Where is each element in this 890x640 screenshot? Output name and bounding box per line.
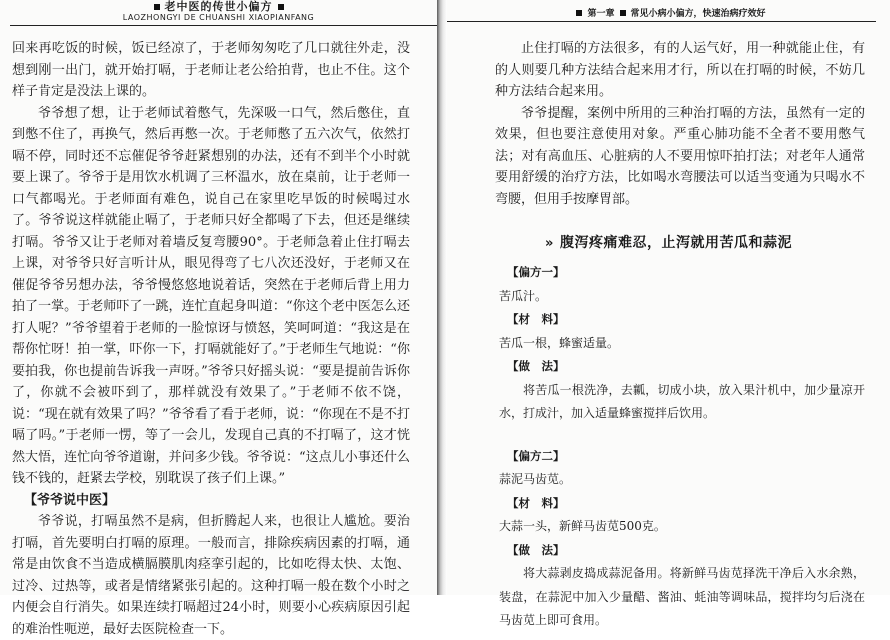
book-gutter <box>437 0 447 595</box>
method-label: 【做 法】 <box>507 542 565 557</box>
recipe-label: 【偏方一】 <box>507 265 565 279</box>
recipe-name: 蒜泥马齿苋。 <box>499 472 572 486</box>
spacer <box>499 426 865 445</box>
chapter-title: 常见小病小偏方，快速治病疗效好 <box>630 9 766 19</box>
square-bullet-icon <box>154 4 160 10</box>
method-text: 将大蒜剥皮捣成蒜泥备用。将新鲜马齿苋择洗干净后入水余熟，装盘，在蒜泥中加入少量醋、酱油、蚝油等调味品，搅拌均匀后浇在马齿苋上即可食用。 <box>499 566 865 627</box>
paragraph: 爷爷说，打嗝虽然不是病，但折腾起人来，也很让人尴尬。要治打嗝，首先要明白打嗝的原理。一般而言，排除疾病因素的打嗝，通常是由饮食不当造成横膈膜肌肉痉挛引起的，比如吃得太快、太饱、过冷、过热等，或者是情绪紧张引起的。这种打嗝一般在数个小时之内便会自行消失。如果连续打嗝超过24小时，则要小心疾病原因引起的难治性呃逆，最好去医院检查一下。 <box>12 514 410 637</box>
square-bullet-icon <box>576 10 582 16</box>
right-body-text <box>495 38 865 210</box>
header-divider <box>447 21 876 22</box>
square-bullet-icon <box>278 4 284 10</box>
paragraph: 爷爷提醒，案例中所用的三种治打嗝的方法，虽然有一定的效果，但也要注意使用对象。严重心肺功能不全者不要用憋气法；对有高血压、心脏病的人不要用惊吓拍打法；对老年人通常要用舒缓的治疗方法，比如喝水弯腰法可以适当变通为只喝水不弯腰，但用手按摩胃部。 <box>495 105 865 207</box>
paragraph: 止住打嗝的方法很多，有的人运气好，用一种就能止住，有的人则要几种方法结合起来用才行，所以在打嗝的时候，不妨几种方法结合起来用。 <box>495 41 865 99</box>
ingredients-label: 【材 料】 <box>507 312 565 326</box>
section-title <box>447 232 890 252</box>
ingredients-label: 【材 料】 <box>507 495 565 510</box>
chapter-label: 第一章 <box>587 9 615 19</box>
chevron-right-icon: » <box>545 236 554 251</box>
square-bullet-icon <box>620 10 626 16</box>
header-divider <box>10 25 437 26</box>
left-body-text <box>12 38 410 640</box>
method-text: 将苦瓜一根洗净，去瓤，切成小块，放入果汁机中，加少量凉开水，打成汁，加入适量蜂蜜搅拌后饮用。 <box>499 382 865 420</box>
recipe-name: 苦瓜汁。 <box>499 288 548 303</box>
recipe-list <box>499 261 865 633</box>
book-title-pinyin: LAOZHONGYI DE CHUANSHI XIAOPIANFANG <box>122 13 315 22</box>
recipe-label: 【偏方二】 <box>507 448 565 463</box>
paragraph: 爷爷想了想，让于老师试着憋气，先深吸一口气，然后憋住，直到憋不住了，再换气，然后再憋一次。于老师憋了五六次气，依然打嗝不停，同时还不忘催促爷爷赶紧想别的办法，还有不到半个小时就要上课了。爷爷于是用饮水机调了三杯温水，放在桌前，让于老师一口气都喝光。于老师面有难色，说自己在家里吃早饭的时候喝过水了。爷爷说这样就能止嗝了，于老师只好全都喝了下去，但还是继续打嗝。爷爷又让于老师对着墙反复弯腰90°。于老师急着止住打嗝去上课，对爷爷只好言听计从，眼见得弯了七八次还没好，于老师又在催促爷爷另想办法，爷爷慢悠悠地说着话，突然在于老师后背上用力拍了一掌。于老师吓了一跳，连忙直起身叫道：“你这个老中医怎么还打人呢？”爷爷望着于老师的一脸惊讶与愤怒，笑呵呵道：“我这是在帮你忙呀！拍一掌，吓你一下，打嗝就能好了。”于老师生气地说：“你要拍我，你也提前告诉我一声呀。”爷爷只好摇头说：“要是提前告诉你了，你就不会被吓到了，那样就没有效果了。”于老师不依不饶，说：“现在就有效果了吗？”爷爷看了看于老师，说：“你现在不是不打嗝了吗。”于老师一愣，等了一会儿，发现自己真的不打嗝了，这才恍然大悟，连忙向爷爷道谢，并问多少钱。爷爷说：“这点儿小事还什么钱不钱的，赶紧去学校，别耽误了孩子们上课。” <box>12 105 410 486</box>
ingredients-text: 苦瓜一根，蜂蜜适量。 <box>499 335 620 350</box>
paragraph: 回来再吃饭的时候，饭已经凉了，于老师匆匆吃了几口就往外走，没想到刚一出门，就开始打嗝，于老师让老公给拍背，也止不住。这个样子肯定是没法上课的。 <box>12 41 410 99</box>
right-page <box>447 0 890 627</box>
section-title-text: 腹泻疼痛难忍，止泻就用苦瓜和蒜泥 <box>559 235 792 251</box>
method-label: 【做 法】 <box>507 359 565 373</box>
running-header <box>0 0 437 24</box>
subheading: 【爷爷说中医】 <box>24 492 116 508</box>
book-title: 老中医的传世小偏方 <box>0 0 437 13</box>
running-header <box>447 6 890 19</box>
left-page <box>0 0 437 637</box>
ingredients-text: 大蒜一头，新鲜马齿苋500克。 <box>499 519 666 533</box>
